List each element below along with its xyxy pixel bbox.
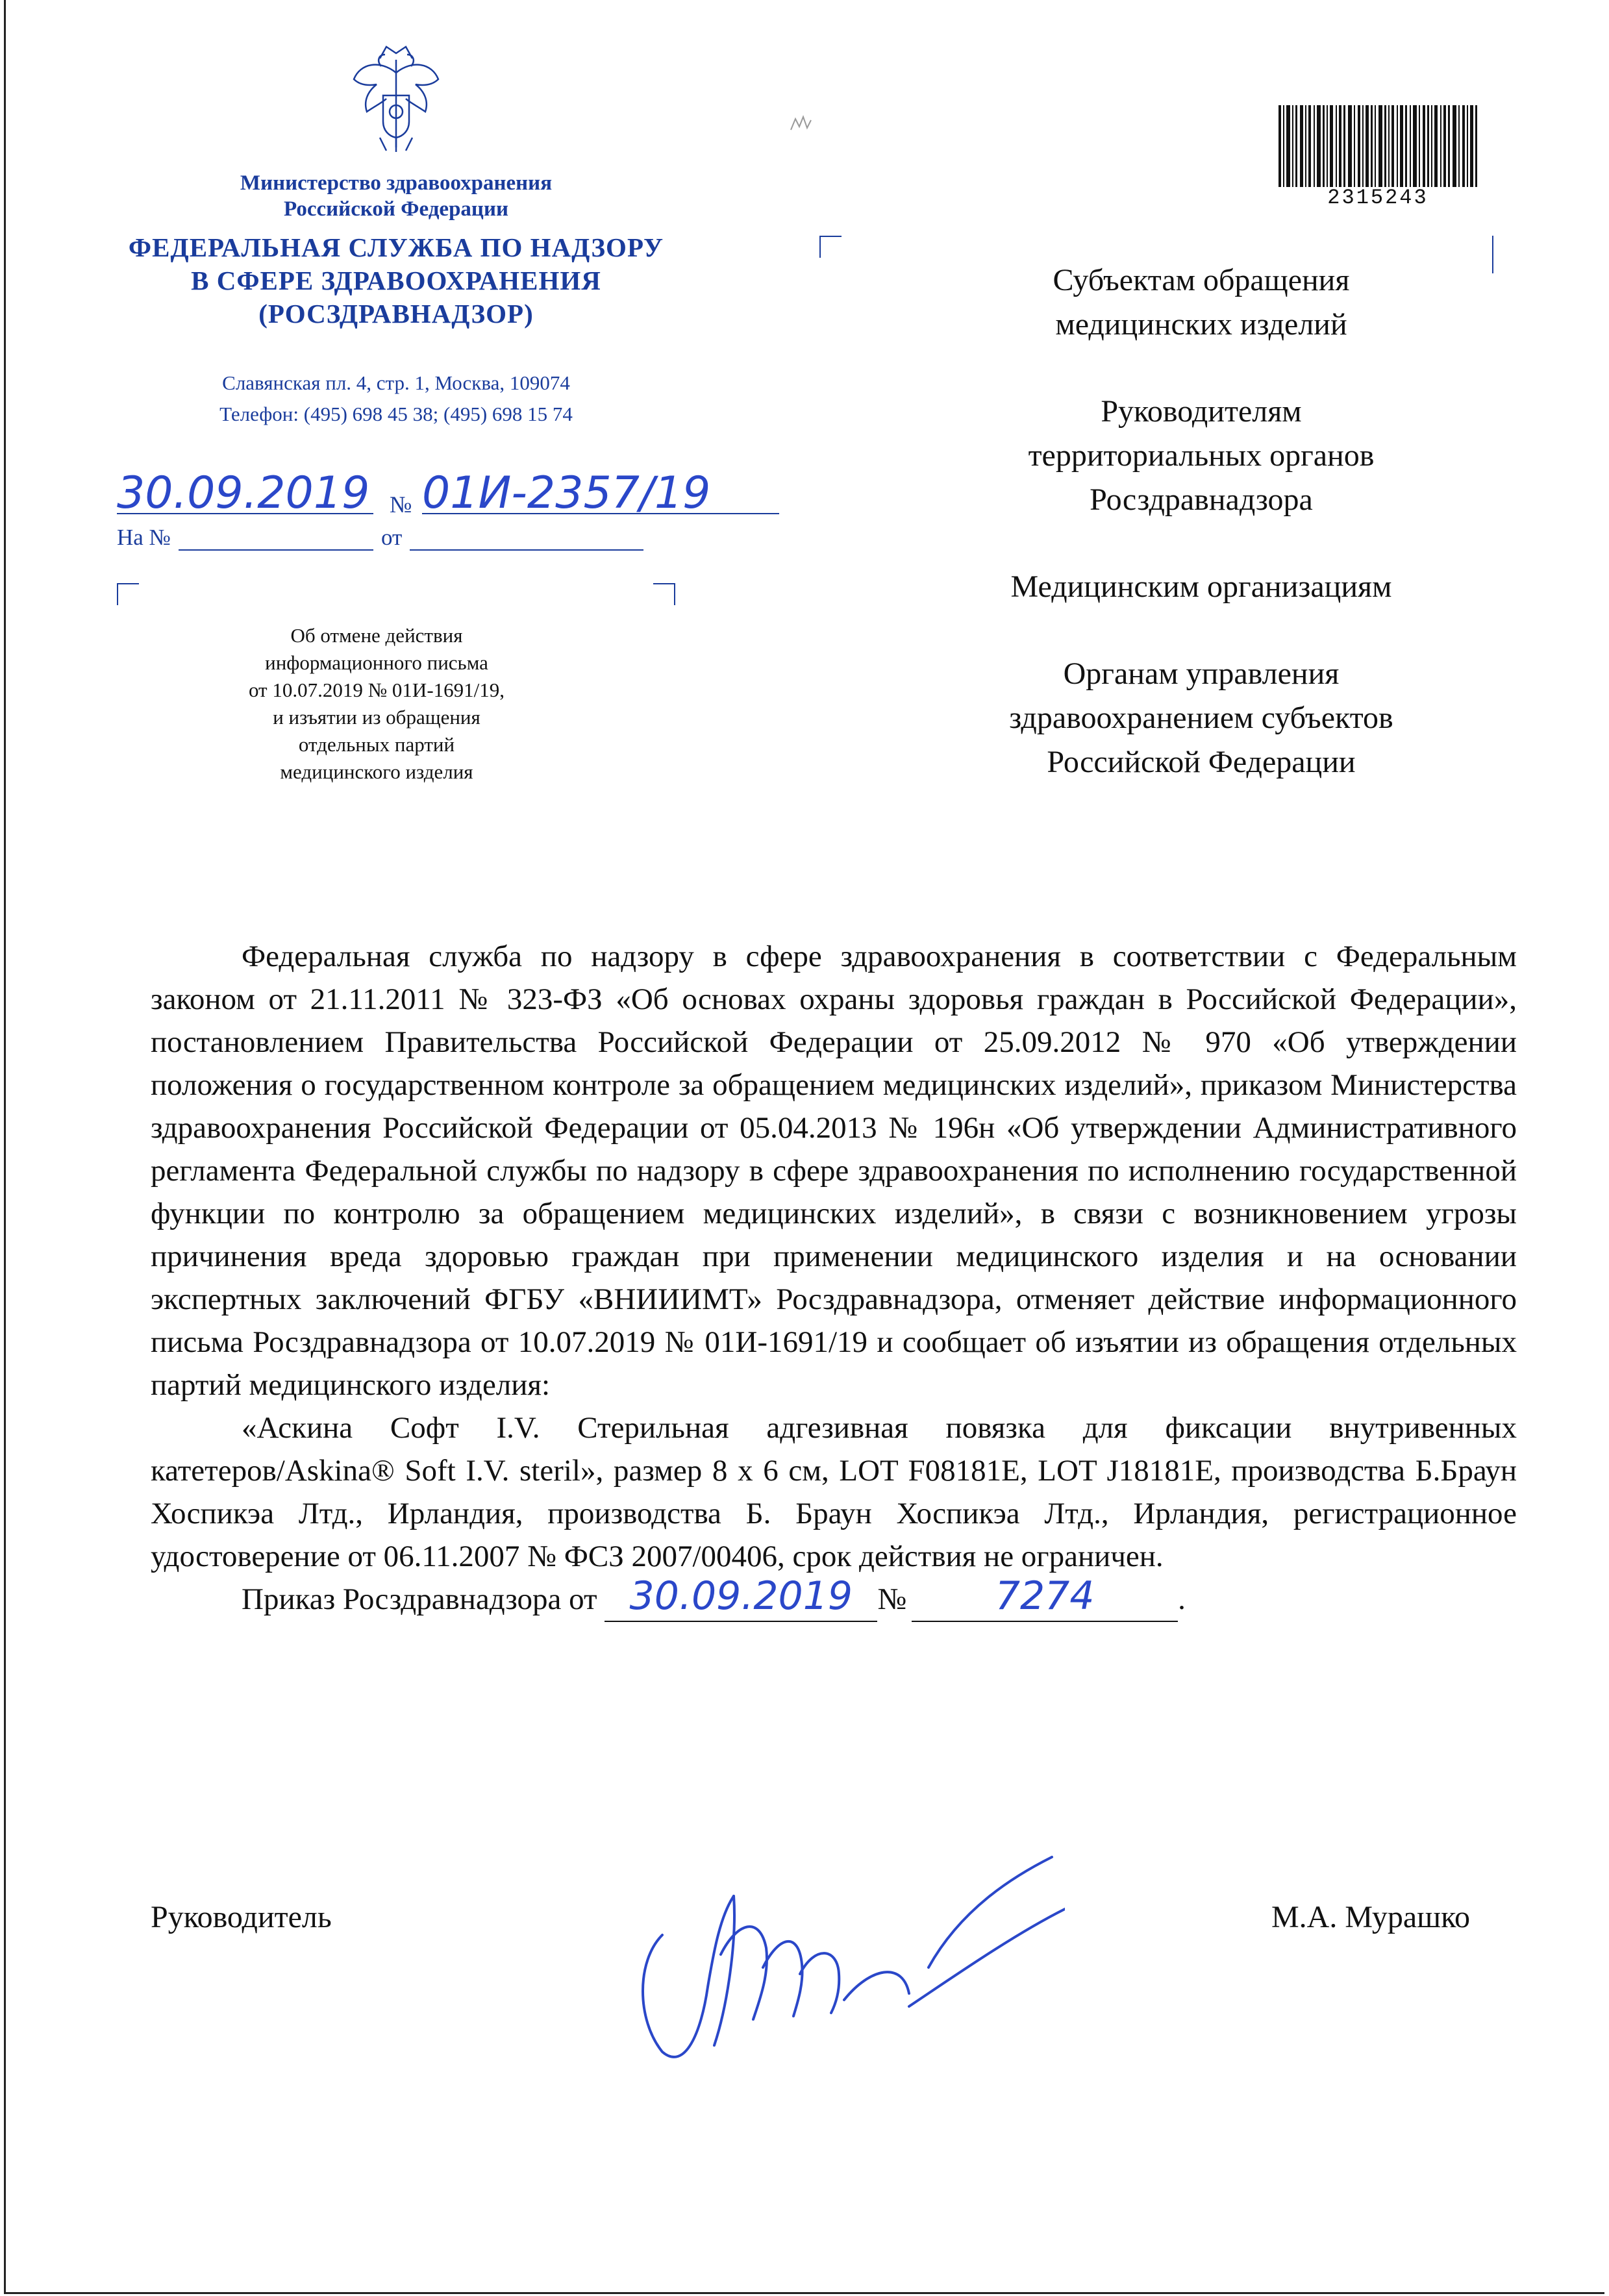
subject-line: медицинского изделия (280, 760, 473, 783)
coat-of-arms-emblem (341, 40, 451, 157)
subject-line: отдельных партий (298, 733, 455, 756)
service-line-2: В СФЕРЕ ЗДРАВООХРАНЕНИЯ (191, 266, 601, 295)
body-paragraph-2: «Аскина Софт I.V. Стерильная адгезивная повязка для фиксации внутривенных катетеров/Askina® Soft I.V. steril», размер 8 х 6 см, LOT F08181E, LOT J18181E, производства Б.Браун Хоспикэа Лтд., Ирландия, производства Б. Браун Хоспикэа Лтд., Ирландия, регистрационное удостоверение от 06.11.2007 № ФСЗ 2007/00406, срок действия не ограничен. (151, 1411, 1517, 1573)
recipient-line: Российской Федерации (1047, 745, 1356, 779)
letter-body (151, 935, 1517, 1622)
na-label: На № (117, 525, 171, 550)
ot-blank (410, 530, 643, 551)
recipient-line: территориальных органов (1028, 438, 1375, 473)
reference-row (117, 525, 651, 551)
handwritten-signature (623, 1838, 1065, 2071)
service-line-3: (РОСЗДРАВНАДЗОР) (258, 299, 534, 329)
service-line-1: ФЕДЕРАЛЬНАЯ СЛУЖБА ПО НАДЗОРУ (128, 232, 664, 262)
subject-line: Об отмене действия (290, 624, 463, 647)
recipient-group (877, 390, 1526, 522)
ministry-line-2: Российской Федерации (284, 197, 508, 221)
body-paragraph-1: Федеральная служба по надзору в сфере здравоохранения в соответствии с Федеральным законом от 21.11.2011 № 323-ФЗ «Об основах охраны здоровья граждан в Российской Федерации», постановлением Правительства Российской Федерации от 25.09.2012 № 970 «Об утверждении положения о государственном контроле за обращением медицинских изделий», приказом Министерства здравоохранения Российской Федерации от 05.04.2013 № 196н «Об утверждении Административного регламента Федеральной службы по надзору в сфере здравоохранения по исполнению государственной функции по контролю за обращением медицинских изделий», в связи с возникновением угрозы причинения вреда здоровью граждан при применении медицинского изделия и на основании экспертных заключений ФГБУ «ВНИИИМТ» Росздравнадзора, отменяет действие информационного письма Росздравнадзора от 10.07.2019 № 01И-1691/19 и сообщает об изъятии из обращения отдельных партий медицинского изделия: (151, 940, 1517, 1402)
recipient-line: Росздравнадзора (1090, 482, 1313, 517)
recipient-group (877, 565, 1526, 609)
recipient-line: Органам управления (1063, 656, 1340, 691)
recipient-line: здравоохранением субъектов (1009, 701, 1393, 735)
order-number: 7274 (995, 1573, 1095, 1619)
letter-subject (195, 622, 558, 786)
subject-line: информационного письма (265, 651, 488, 674)
address: Славянская пл. 4, стр. 1, Москва, 109074 (222, 371, 570, 394)
recipient-line: Медицинским организациям (1010, 569, 1392, 604)
order-date-field (605, 1573, 877, 1622)
ministry-name (117, 170, 675, 222)
order-line (151, 1573, 1517, 1622)
recipient-line: Субъектам обращения (1053, 263, 1350, 297)
barcode (1277, 105, 1478, 187)
signatory-name: М.А. Мурашко (1271, 1900, 1470, 1934)
recipient-line: Руководителям (1101, 394, 1302, 429)
ot-label: от (380, 525, 403, 550)
order-end: . (1178, 1582, 1186, 1616)
na-blank (179, 530, 373, 551)
ministry-line-1: Министерство здравоохранения (240, 171, 553, 195)
order-number-sign: № (877, 1582, 907, 1616)
address-corner-left (819, 236, 842, 258)
subject-corner-left (117, 583, 139, 605)
order-number-field (912, 1573, 1178, 1622)
recipient-line: медицинских изделий (1055, 307, 1347, 342)
address-block (117, 368, 675, 430)
barcode-number: 2315243 (1327, 186, 1428, 210)
number-sign: № (390, 492, 412, 518)
subject-corner-right (653, 583, 675, 605)
signatory-role: Руководитель (151, 1900, 332, 1934)
number-underline (422, 513, 779, 514)
phone: Телефон: (495) 698 45 38; (495) 698 15 74 (219, 403, 573, 425)
recipient-group (877, 652, 1526, 784)
order-prefix: Приказ Росздравнадзора от (242, 1582, 597, 1616)
registration-date: 30.09.2019 (117, 468, 370, 519)
recipient-group (877, 258, 1526, 347)
registration-line (117, 462, 779, 521)
stamp-mark-icon (788, 114, 814, 133)
recipients-block (877, 258, 1526, 827)
date-underline (117, 513, 373, 514)
registration-number: 01И-2357/19 (422, 468, 711, 519)
subject-line: от 10.07.2019 № 01И-1691/19, (248, 679, 505, 701)
service-name (97, 231, 695, 331)
order-date: 30.09.2019 (629, 1573, 853, 1619)
subject-line: и изъятии из обращения (273, 706, 480, 729)
